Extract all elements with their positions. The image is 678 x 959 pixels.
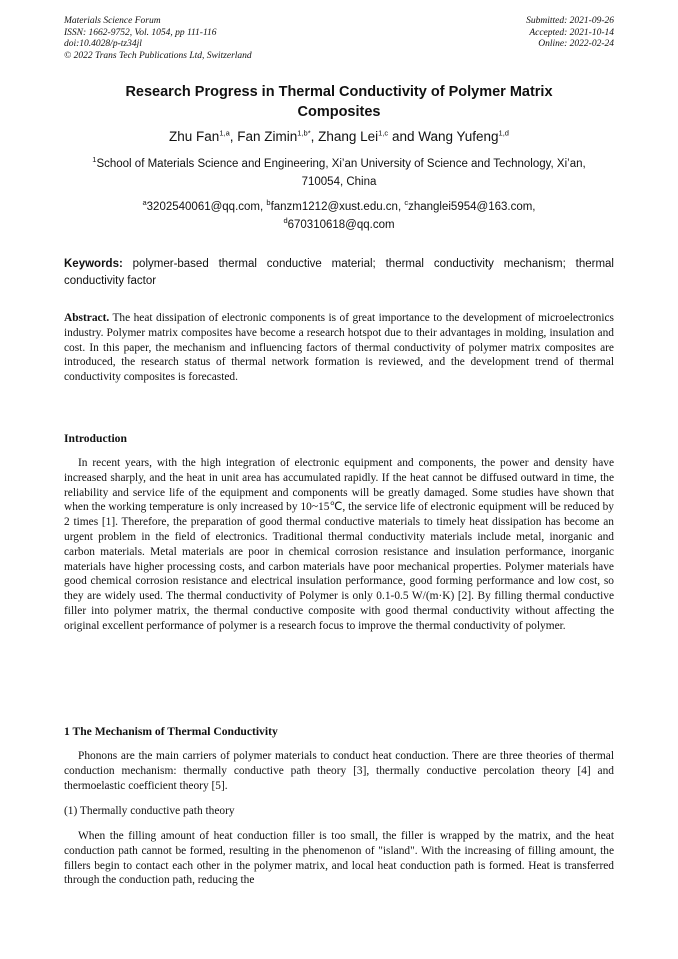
online-date: Online: 2022-02-24 xyxy=(538,39,614,49)
author-name: , Zhang Lei xyxy=(310,129,379,144)
email: fanzm1212@xust.edu.cn, xyxy=(270,201,405,213)
journal-name: Materials Science Forum xyxy=(64,16,161,26)
abstract-label: Abstract. xyxy=(64,312,110,324)
submitted-date: Submitted: 2021-09-26 xyxy=(526,16,614,26)
section1-body-2: When the filling amount of heat conduction filler is too small, the filler is wrapped by the matrix, and the heat conduction path cannot be formed, resulting in the phenomenon of "island". With the increasing of filling amount, the fillers begin to contact each other in the polymer matrix, and local heat conduction path is formed. Heat is transferred through the conduction path, reducing the xyxy=(64,830,614,887)
email: zhanglei5954@163.com, xyxy=(408,201,536,213)
email: 3202540061@qq.com, xyxy=(146,201,267,213)
abstract xyxy=(64,311,614,385)
author-list: Zhu Fan$^{1,a}$, Fan Zimin$^{1,b*}$, Zhang Lei$^{1,c}$ and Wang Yufeng$^{1,d}$ xyxy=(169,128,509,144)
journal-header xyxy=(64,16,252,62)
author-name: and Wang Yufeng xyxy=(388,129,499,144)
section1-heading: 1 The Mechanism of Thermal Conductivity xyxy=(64,725,278,738)
introduction-heading: Introduction xyxy=(64,432,127,445)
section1-body: Phonons are the main carriers of polymer materials to conduct heat conduction. There are three theories of thermal conduction mechanism: thermally conductive path theory [3], thermally conductive percolation theory [4] and thermoelastic coefficient theory [5]. xyxy=(64,750,614,792)
doi: doi:10.4028/p-tz34jl xyxy=(64,39,142,49)
section1-subheading: (1) Thermally conductive path theory xyxy=(64,805,235,817)
email: 670310618@qq.com xyxy=(287,218,395,231)
author-name: , Fan Zimin xyxy=(229,129,298,144)
accepted-date: Accepted: 2021-10-14 xyxy=(529,27,614,38)
introduction-body: In recent years, with the high integration of electronic equipment and components, the power and density have increased sharply, and the heat in unit area has accumulated rapidly. If the heat cannot be diffused outward in time, the reliability and service life of the equipment and components will be greatly damaged. Some studies have shown that when the working temperature is only increased by 10~15℃, the service life of electronic equipment will be reduced by 2 times [1]. Therefore, the preparation of good thermal conductive materials to timely heat dissipation has become an urgent problem in the field of electronics. Traditional thermal conductivity materials include metal, inorganic and carbon materials. Metal materials are poor in chemical corrosion resistance and insulation performance, inorganic materials have higher processing costs, and carbon materials have poor mechanical properties. Polymer materials have good chemical corrosion resistance and electrical insulation performance, good forming performance and low cost, so they are widely used. The thermal conductivity of Polymer is only 0.1-0.5 W/(m·K) [2]. By filling thermal conductive filler into polymer matrix, the thermal conductive composite with good thermal conductivity without affecting the original excellent performance of polymer is a research focus to improve the thermal conductivity of polymer. xyxy=(64,457,614,632)
issn: ISSN: 1662-9752, Vol. 1054, pp 111-116 xyxy=(64,27,217,38)
keywords-text: polymer-based thermal conductive material; thermal conductivity mechanism; thermal conductivity factor xyxy=(64,258,614,287)
copyright: © 2022 Trans Tech Publications Ltd, Switzerland xyxy=(64,50,252,61)
email-list: $^a$3202540061@qq.com, $^b$fanzm1212@xust.edu.cn, $^c$zhanglei5954@163.com, $^d$670310618@qq.com xyxy=(142,198,536,231)
dates-header xyxy=(526,16,614,51)
affiliation: $^1$School of Materials Science and Engineering, Xi’an University of Science and Technology, Xi’an, 710054, China xyxy=(92,155,586,188)
keywords xyxy=(64,256,614,290)
abstract-text: The heat dissipation of electronic components is of great importance to the development of microelectronics industry. Polymer matrix composites have become a research hotspot due to their advantages in molding, insulation and cost. In this paper, the mechanism and influencing factors of thermal conductivity of polymer matrix composites are introduced, the research status of thermal network formation is reviewed, and the development trend of thermal conductivity composites is forecasted. xyxy=(64,312,614,384)
keywords-label: Keywords: xyxy=(64,258,123,270)
author-name: Zhu Fan xyxy=(169,129,220,144)
paper-title: Research Progress in Thermal Conductivity of Polymer Matrix Composites xyxy=(125,84,553,120)
